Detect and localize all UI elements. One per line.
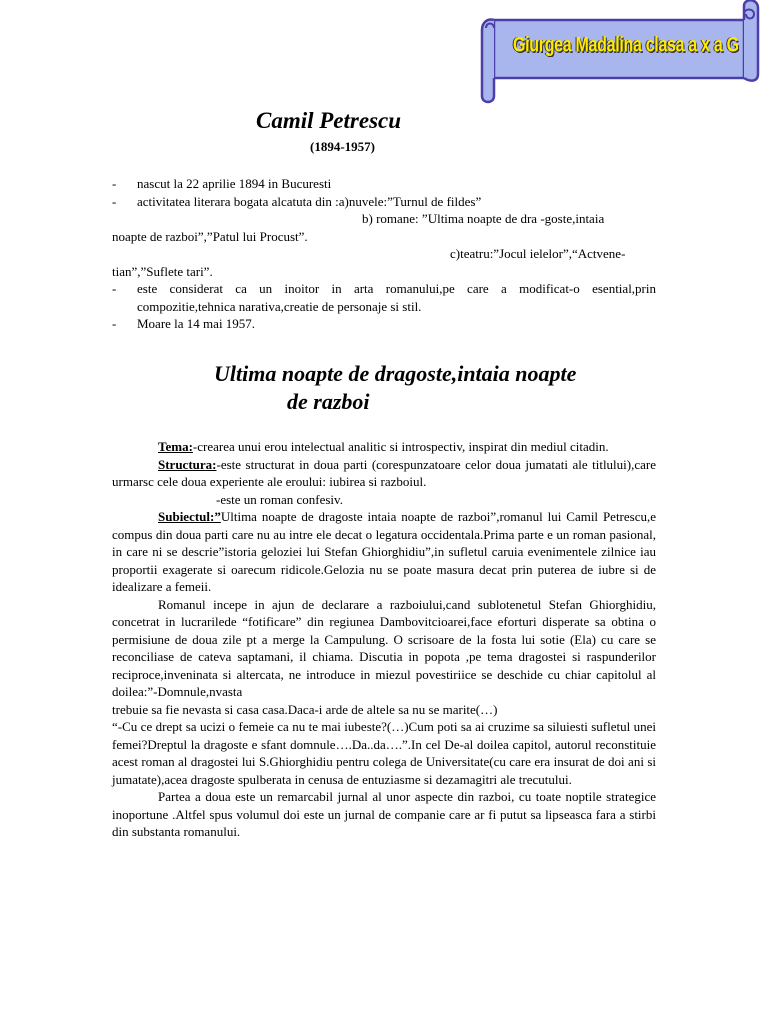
- bio-item-birth: - nascut la 22 aprilie 1894 in Bucuresti: [112, 176, 332, 191]
- paragraph-tema: Tema:-crearea unui erou intelectual analitic si introspectiv, inspirat din mediul citadin.: [158, 439, 609, 454]
- bio-item-novels-line2: noapte de razboi”,”Patul lui Procust”.: [112, 228, 308, 244]
- paragraph-roman: Romanul incepe in ajun de declarare a razboiului,cand sublotenetul Stefan Ghiorghidiu, concetrat in lucrarilede “fotificare” din regiunea Dambovitcioarei,face eforturi disperate sa obtina o permisiune de doua zile pt a merge la Campulung. O scrisoare de la fosta lui sotie (Ela) cu care se reconciliase de cateva saptamani, il chiama. Discutia in popota ,pe tema dragostei si raspunderilor reciproce,inveninata si altercata, ne introduce in miezul povestiriice se deschide cu chiar capitolul al doilea:”-Domnule,nvasta: [112, 596, 656, 699]
- bio-item-theatre-line2: tian”,”Suflete tari”.: [112, 263, 213, 279]
- bio-item-theatre-line1: c)teatru:”Jocul ielelor”,“Actvene-: [450, 246, 626, 261]
- essay-body: [112, 438, 656, 841]
- paragraph-quote2: “-Cu ce drept sa ucizi o femeie ca nu te mai iubeste?(…)Cum poti sa ai cruzime sa siluiesti sufletul unei femei?Dreptul la dragoste e sfant domnule….Da..da….”.In cel De-al doilea capitol, autorul reconstituie acest roman al dragostei lui S.Ghiorghidiu pentru colega de Universitate(cu care era insurat de doi ani si jumatate),acea dragoste spulberata in cenusa de entuziasme si dezamagitri ale trecutului.: [112, 719, 656, 787]
- paragraph-structura: Structura:-este structurat in doua parti (corespunzatoare celor doua jumatati ale titlului),care urmarsc cele doua experiente ale eroului: iubirea si razboiul.: [112, 456, 656, 489]
- bio-item-innovator: - este considerat ca un inoitor in arta romanului,pe care a modificat-o esential,prin compozitie,tehnica narativa,creatie de personaje si stil.: [112, 281, 656, 314]
- author-name: Camil Petrescu: [256, 108, 402, 133]
- bio-item-death: - Moare la 14 mai 1957.: [112, 316, 256, 331]
- paragraph-partea: Partea a doua este un remarcabil jurnal al unor aspecte din razboi, cu toate noptile strategice inoportune .Altfel spus volumul doi este un jurnal de companie care ar fi putut sa lipseasca fara a stirbi din substanta romanului.: [112, 789, 656, 839]
- author-years: (1894-1957): [310, 139, 375, 154]
- paragraph-confesiv: -este un roman confesiv.: [216, 491, 343, 507]
- work-title: Ultima noapte de dragoste,intaia noapte de razboi: [214, 361, 577, 414]
- biography-list: [112, 175, 656, 333]
- bio-item-activity: - activitatea literara bogata alcatuta din :a)nuvele:”Turnul de fildes”: [112, 193, 482, 209]
- bio-item-novels-line1: b) romane: ”Ultima noapte de dra -goste,intaia: [362, 211, 605, 226]
- paragraph-quote1: trebuie sa fie nevasta si casa casa.Daca-i arde de altele sa nu se marite(…): [112, 701, 498, 717]
- paragraph-subiect: Subiectul:”Ultima noapte de dragoste intaia noapte de razboi”,romanul lui Camil Petrescu,e compus din doua parti care nu au intre ele decat o legatura occidentala.Prima parte e un roman pasional, in care ni se descrie”istoria geloziei lui Stefan Ghiorghidiu”,in sufletul caruia evenimentele zilnice iau proportii exagerate si oarecum ridicole.Gelozia nu se poate masura decat prin puterea de iubre si de idealizare a femeii.: [112, 509, 656, 594]
- banner-title: Giurgea Madalina clasa a x a G: [513, 34, 739, 57]
